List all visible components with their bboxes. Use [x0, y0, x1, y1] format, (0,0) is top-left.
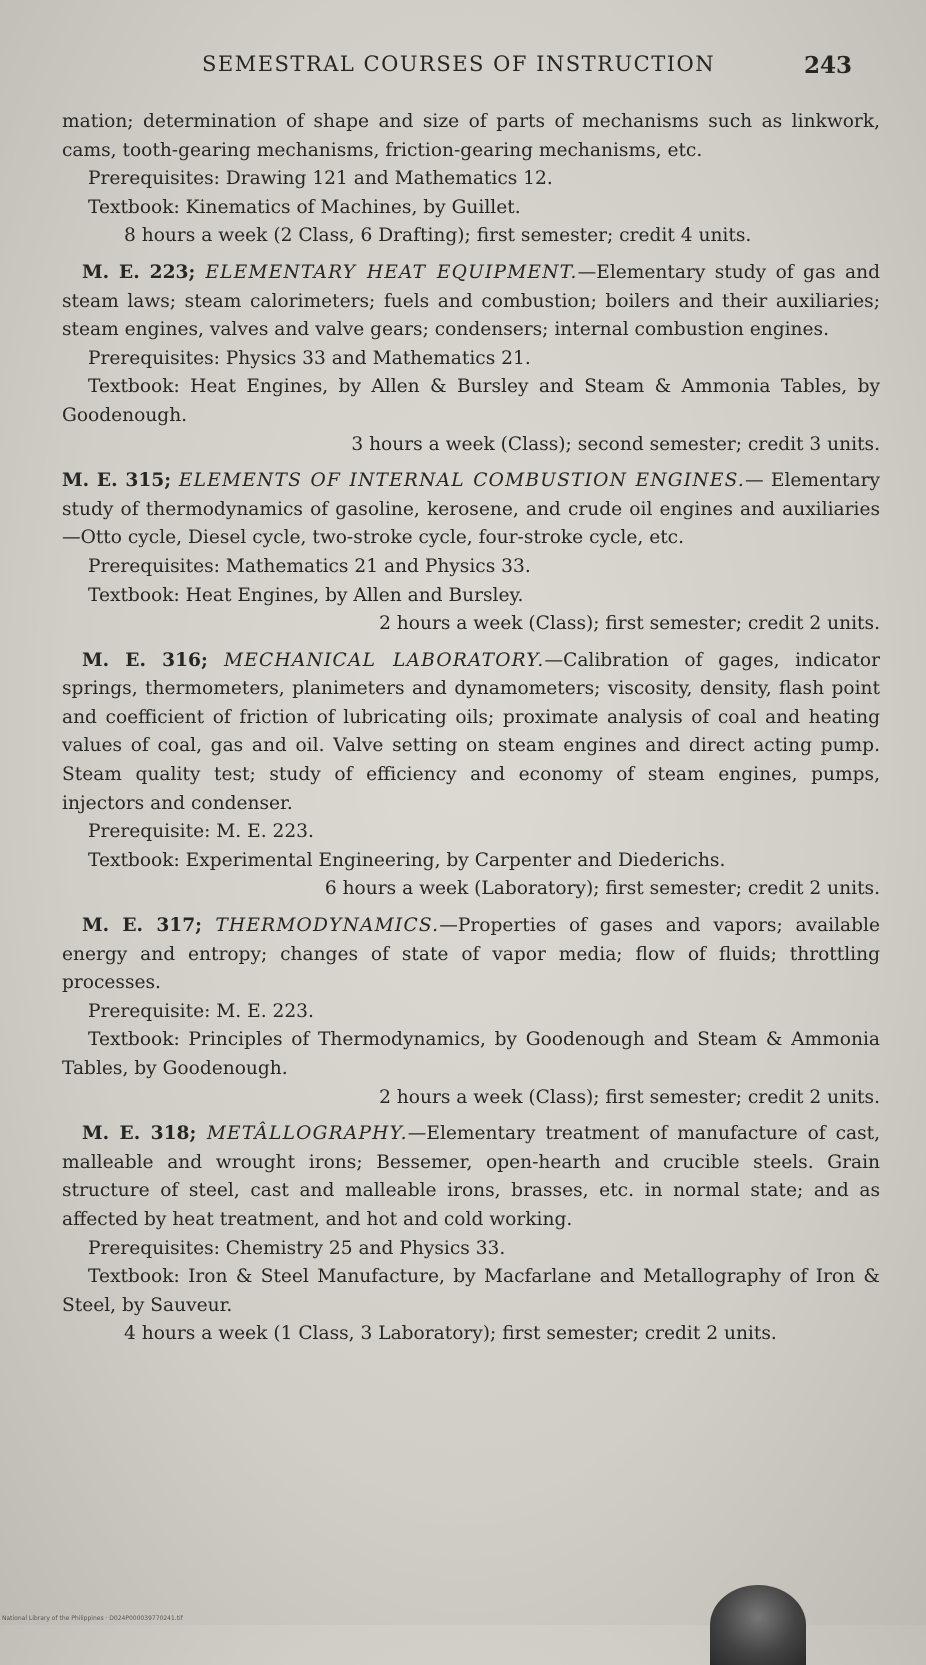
- running-head: [62, 52, 878, 84]
- course-title: MECHANICAL LABORATORY.: [224, 649, 545, 671]
- source-stamp: National Library of the Philippines · D024P000039770241.tif: [2, 1615, 183, 1622]
- course-description: [62, 912, 880, 998]
- course-description: mation; determination of shape and size of parts of mechanisms such as linkwork, cams, tooth-gearing mechanisms, friction-gearing mechanisms, etc.: [62, 111, 880, 161]
- course-description: [62, 647, 880, 819]
- page-number: 243: [803, 52, 852, 79]
- course-textbook: Textbook: Heat Engines, by Allen & Bursley and Steam & Ammonia Tables, by Goodenough.: [62, 376, 880, 426]
- course-entry-me-317: [62, 912, 880, 1112]
- course-textbook: Textbook: Iron & Steel Manufacture, by Macfarlane and Metallography of Iron & Steel, by Sauveur.: [62, 1266, 880, 1316]
- course-hours: 6 hours a week (Laboratory); first semester; credit 2 units.: [324, 878, 880, 900]
- course-summary: —Properties of gases and vapors; available energy and entropy; changes of state of vapor media; flow of fluids; throttling processes.: [62, 915, 880, 994]
- course-entry-me-318: [62, 1120, 880, 1349]
- course-title: ELEMENTARY HEAT EQUIPMENT.: [205, 261, 578, 283]
- course-intro-continuation: [62, 108, 880, 251]
- course-entry-me-316: [62, 647, 880, 904]
- course-prerequisites: Prerequisite: M. E. 223.: [88, 1000, 314, 1022]
- course-textbook: Textbook: Kinematics of Machines, by Guillet.: [88, 196, 521, 218]
- course-prerequisites: Prerequisites: Mathematics 21 and Physics 33.: [88, 555, 531, 577]
- course-hours: 8 hours a week (2 Class, 6 Drafting); first semester; credit 4 units.: [124, 225, 752, 247]
- course-summary: —Calibration of gages, indicator springs, thermometers, planimeters and dynamometers; viscosity, density, flash point and coefficient of friction of lubricating oils; proximate analysis of coal and heating values of coal, gas and oil. Valve setting on steam engines and direct acting pump. Steam quality test; study of efficiency and economy of steam engines, pumps, injectors and condenser.: [62, 649, 880, 814]
- course-title: METÂLLOGRAPHY.: [206, 1123, 408, 1145]
- course-prerequisites: Prerequisites: Physics 33 and Mathematics 21.: [88, 347, 531, 369]
- course-prerequisites: Prerequisites: Drawing 121 and Mathematics 12.: [88, 168, 553, 190]
- course-code: M. E. 223;: [82, 261, 206, 283]
- course-description: [62, 259, 880, 345]
- course-code: M. E. 317;: [82, 915, 216, 937]
- running-title: SEMESTRAL COURSES OF INSTRUCTION: [202, 52, 716, 76]
- course-summary: —Elementary treatment of manufacture of cast, malleable and wrought irons; Bessemer, open-hearth and crucible steels. Grain structure of steel, cast and malleable irons, brasses, etc. in normal state; and as affected by heat treatment, and hot and cold working.: [62, 1123, 880, 1230]
- course-hours: 2 hours a week (Class); first semester; credit 2 units.: [379, 1086, 880, 1108]
- course-textbook: Textbook: Principles of Thermodynamics, by Goodenough and Steam & Ammonia Tables, by Goodenough.: [62, 1029, 880, 1079]
- course-hours: 2 hours a week (Class); first semester; credit 2 units.: [379, 613, 880, 635]
- course-description: [62, 467, 880, 553]
- course-hours: 4 hours a week (1 Class, 3 Laboratory); first semester; credit 2 units.: [124, 1323, 777, 1345]
- course-code: M. E. 318;: [82, 1123, 207, 1145]
- course-entry-me-223: [62, 259, 880, 459]
- course-description: [62, 1120, 880, 1234]
- course-prerequisites: Prerequisites: Chemistry 25 and Physics 33.: [88, 1237, 506, 1259]
- course-title: THERMODYNAMICS.: [215, 915, 440, 937]
- course-title: ELEMENTS OF INTERNAL COMBUSTION ENGINES.: [178, 470, 746, 492]
- scanner-thumb-shadow: [710, 1585, 806, 1665]
- course-code: M. E. 316;: [82, 649, 225, 671]
- course-prerequisites: Prerequisite: M. E. 223.: [88, 821, 314, 843]
- course-hours: 3 hours a week (Class); second semester; credit 3 units.: [351, 433, 880, 455]
- course-textbook: Textbook: Heat Engines, by Allen and Bursley.: [88, 584, 524, 606]
- course-entry-me-315: [62, 467, 880, 639]
- course-code: M. E. 315;: [62, 470, 179, 492]
- course-textbook: Textbook: Experimental Engineering, by Carpenter and Diederichs.: [88, 849, 726, 871]
- course-summary: —Elementary study of gas and steam laws; steam calorimeters; fuels and combustion; boilers and their auxiliaries; steam engines, valves and valve gears; condensers; internal combustion engines.: [62, 261, 880, 341]
- page-body: [62, 108, 880, 1349]
- course-summary: — Elementary study of thermodynamics of gasoline, kerosene, and crude oil engines and auxiliaries—Otto cycle, Diesel cycle, two-stroke cycle, four-stroke cycle, etc.: [62, 470, 880, 549]
